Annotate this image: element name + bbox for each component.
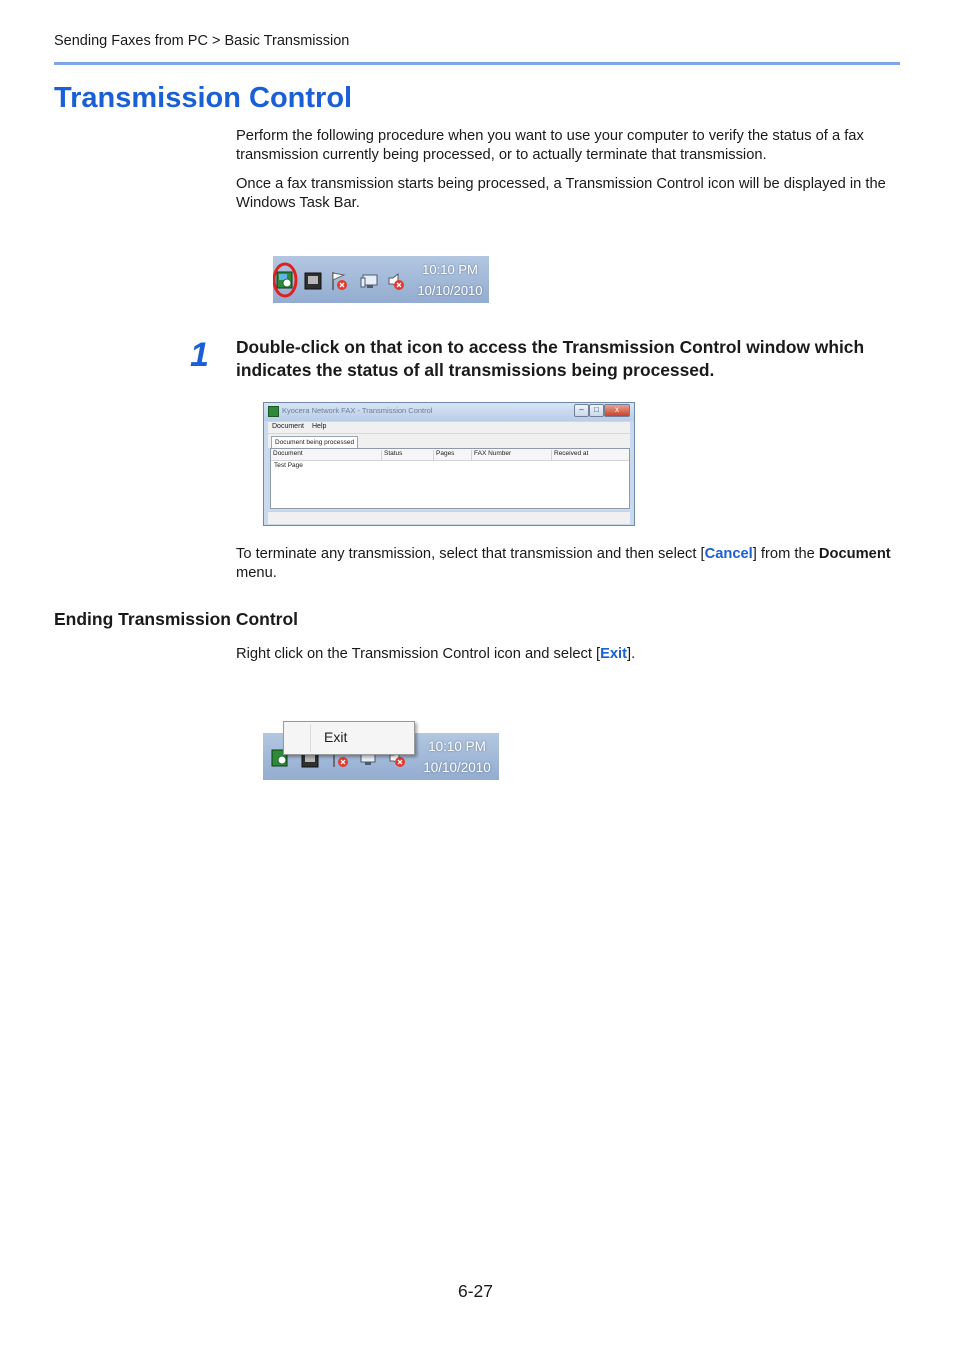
- cancel-text-before: To terminate any transmission, select that transmission and then select [: [236, 546, 705, 562]
- printer-driver-icon: [305, 273, 321, 289]
- maximize-button[interactable]: □: [589, 404, 604, 417]
- document-menu-label: Document: [818, 546, 891, 562]
- taskbar-screenshot: [273, 256, 489, 303]
- close-button[interactable]: x: [604, 404, 630, 417]
- menu-help[interactable]: Help: [312, 423, 327, 430]
- network-icon: [361, 275, 377, 288]
- menu-gutter: [310, 724, 311, 752]
- page-number: 6-27: [458, 1281, 494, 1301]
- clock-time: 10:10 PM: [428, 739, 486, 754]
- column-status[interactable]: Status: [381, 450, 402, 460]
- transmission-list: [270, 448, 630, 509]
- list-header: [271, 449, 629, 461]
- cancel-label: Cancel: [704, 546, 753, 562]
- status-bar: [268, 511, 630, 524]
- column-fax-number[interactable]: FAX Number: [471, 450, 511, 460]
- window-title: Kyocera Network FAX - Transmission Control: [282, 406, 433, 415]
- intro-paragraph-1: Perform the following procedure when you want to use your computer to verify the status of a fax transmission currently being processed, or to actually terminate that transmission.: [236, 128, 864, 163]
- exit-menu-item[interactable]: Exit: [324, 729, 348, 745]
- step-number: 1: [190, 336, 209, 374]
- exit-text-before: Right click on the Transmission Control icon and select [: [236, 646, 601, 662]
- menu-document[interactable]: Document: [272, 423, 304, 430]
- cancel-text-after: menu.: [236, 565, 277, 581]
- speaker-muted-icon: [389, 274, 404, 290]
- minimize-button[interactable]: –: [574, 404, 589, 417]
- clock-time: 10:10 PM: [422, 262, 478, 277]
- clock-date: 10/10/2010: [417, 283, 483, 298]
- fax-app-icon: [268, 406, 279, 417]
- cancel-instructions: [236, 545, 900, 583]
- action-center-flag-icon: [333, 272, 347, 290]
- column-received-at[interactable]: Received at: [551, 450, 588, 460]
- section-heading: Ending Transmission Control: [54, 609, 299, 629]
- exit-label: Exit: [600, 646, 628, 662]
- cancel-text-middle: ] from the: [752, 546, 819, 562]
- taskbar-screenshot-exit: [263, 729, 499, 780]
- transmission-control-icon: [277, 272, 292, 288]
- tab-row: [268, 434, 630, 448]
- step-text: Double-click on that icon to access the Transmission Control window which indicates the status of all transmissions being processed.: [236, 337, 865, 380]
- transmission-control-window: [263, 402, 635, 526]
- table-row[interactable]: Test Page: [274, 462, 303, 469]
- column-document[interactable]: Document: [273, 450, 303, 457]
- menu-bar: [268, 422, 630, 433]
- clock-date: 10/10/2010: [423, 760, 491, 775]
- exit-instructions: [236, 645, 900, 664]
- window-titlebar: [264, 403, 634, 421]
- intro-paragraph-2: Once a fax transmission starts being processed, a Transmission Control icon will be displayed in the Windows Task Bar.: [236, 176, 886, 211]
- exit-text-after: ].: [627, 646, 636, 662]
- column-pages[interactable]: Pages: [433, 450, 454, 460]
- tab-document-being-processed[interactable]: Document being processed: [271, 436, 358, 448]
- breadcrumb: Sending Faxes from PC > Basic Transmission: [54, 33, 350, 49]
- page-title: Transmission Control: [54, 82, 353, 114]
- context-menu: [283, 721, 415, 755]
- header-divider: [54, 62, 900, 65]
